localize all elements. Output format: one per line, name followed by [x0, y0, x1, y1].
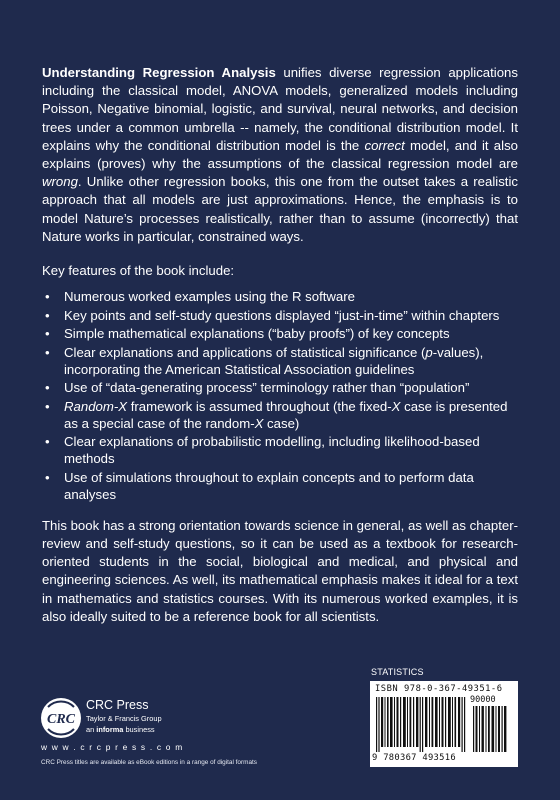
- feature-item: • Random-X framework is assumed throughout (the fixed-X case is presented as a special case of the random-X case): [45, 398, 508, 431]
- feature-item: • Use of “data-generating process” terminology rather than “population”: [45, 380, 470, 396]
- feature-item: • Use of simulations throughout to explain concepts and to perform data analyses: [45, 469, 474, 502]
- outro-paragraph: This book has a strong orientation towards science in general, as well as chapter-review and self-study questions, so it can be used as a textbook for research-oriented students in the social, biological and medical, and physical and engineering sciences. As well, its mathematical emphasis makes it ideal for a text in mathematics and statistics courses. With its numerous worked examples, it is also ideally suited to be a reference book for all scientists.: [42, 517, 518, 624]
- feature-item: • Simple mathematical explanations (“baby proofs”) of key concepts: [45, 326, 450, 342]
- features-heading: Key features of the book include:: [42, 263, 235, 279]
- ebook-note: CRC Press titles are available as eBook editions in a range of digital formats: [41, 759, 257, 766]
- isbn-text: ISBN 978-0-367-49351-6: [375, 684, 503, 694]
- ean-text: 9 780367 493516: [372, 753, 456, 763]
- feature-item: • Numerous worked examples using the R software: [45, 289, 355, 305]
- logo-lettering: CRC: [46, 712, 76, 727]
- back-cover-text: [42, 64, 518, 626]
- barcode: [370, 681, 518, 767]
- publisher-name: CRC Press: [86, 698, 149, 712]
- barcode-bars-icon: [376, 697, 466, 752]
- bullet-icon: •: [45, 344, 50, 360]
- bullet-icon: •: [45, 380, 50, 396]
- bullet-icon: •: [45, 434, 50, 450]
- feature-item: • Key points and self-study questions displayed “just-in-time” within chapters: [45, 307, 500, 323]
- bullet-icon: •: [45, 289, 50, 305]
- bullet-icon: •: [45, 307, 50, 323]
- feature-item: • Clear explanations and applications of statistical significance (p-values), incorporating the American Statistical Association guidelines: [45, 344, 484, 377]
- publisher-group: Taylor & Francis Group: [86, 714, 162, 723]
- publisher-website[interactable]: w w w . c r c p r e s s . c o m: [41, 742, 184, 752]
- addon-bars-icon: [473, 706, 507, 752]
- category-label: STATISTICS: [371, 667, 424, 677]
- bullet-icon: •: [45, 326, 50, 342]
- bullet-icon: •: [45, 398, 50, 414]
- feature-item: • Clear explanations of probabilistic modelling, including likelihood-based methods: [45, 434, 480, 467]
- informa-line: an informa business: [86, 725, 155, 734]
- intro-paragraph: Understanding Regression Analysis unifies diverse regression applications including the classical model, ANOVA models, generalized models including Poisson, Negative binomial, logistic, and survival, neural networks, and decision trees under a common umbrella -- namely, the conditional distribution model. It explains why the conditional distribution model is the correct model, and it also explains (proves) why the assumptions of the classical regression model are wrong. Unlike other regression books, this one from the outset takes a realistic approach that all models are just approximations. Hence, the emphasis is to model Nature’s processes realistically, rather than to assume (incorrectly) that Nature works in particular, constrained ways.: [42, 65, 518, 244]
- features-list: [42, 288, 518, 503]
- book-title: Understanding Regression Analysis: [42, 65, 276, 80]
- crc-logo-icon: [40, 697, 82, 739]
- bullet-icon: •: [45, 469, 50, 485]
- addon-code: 90000: [470, 695, 496, 705]
